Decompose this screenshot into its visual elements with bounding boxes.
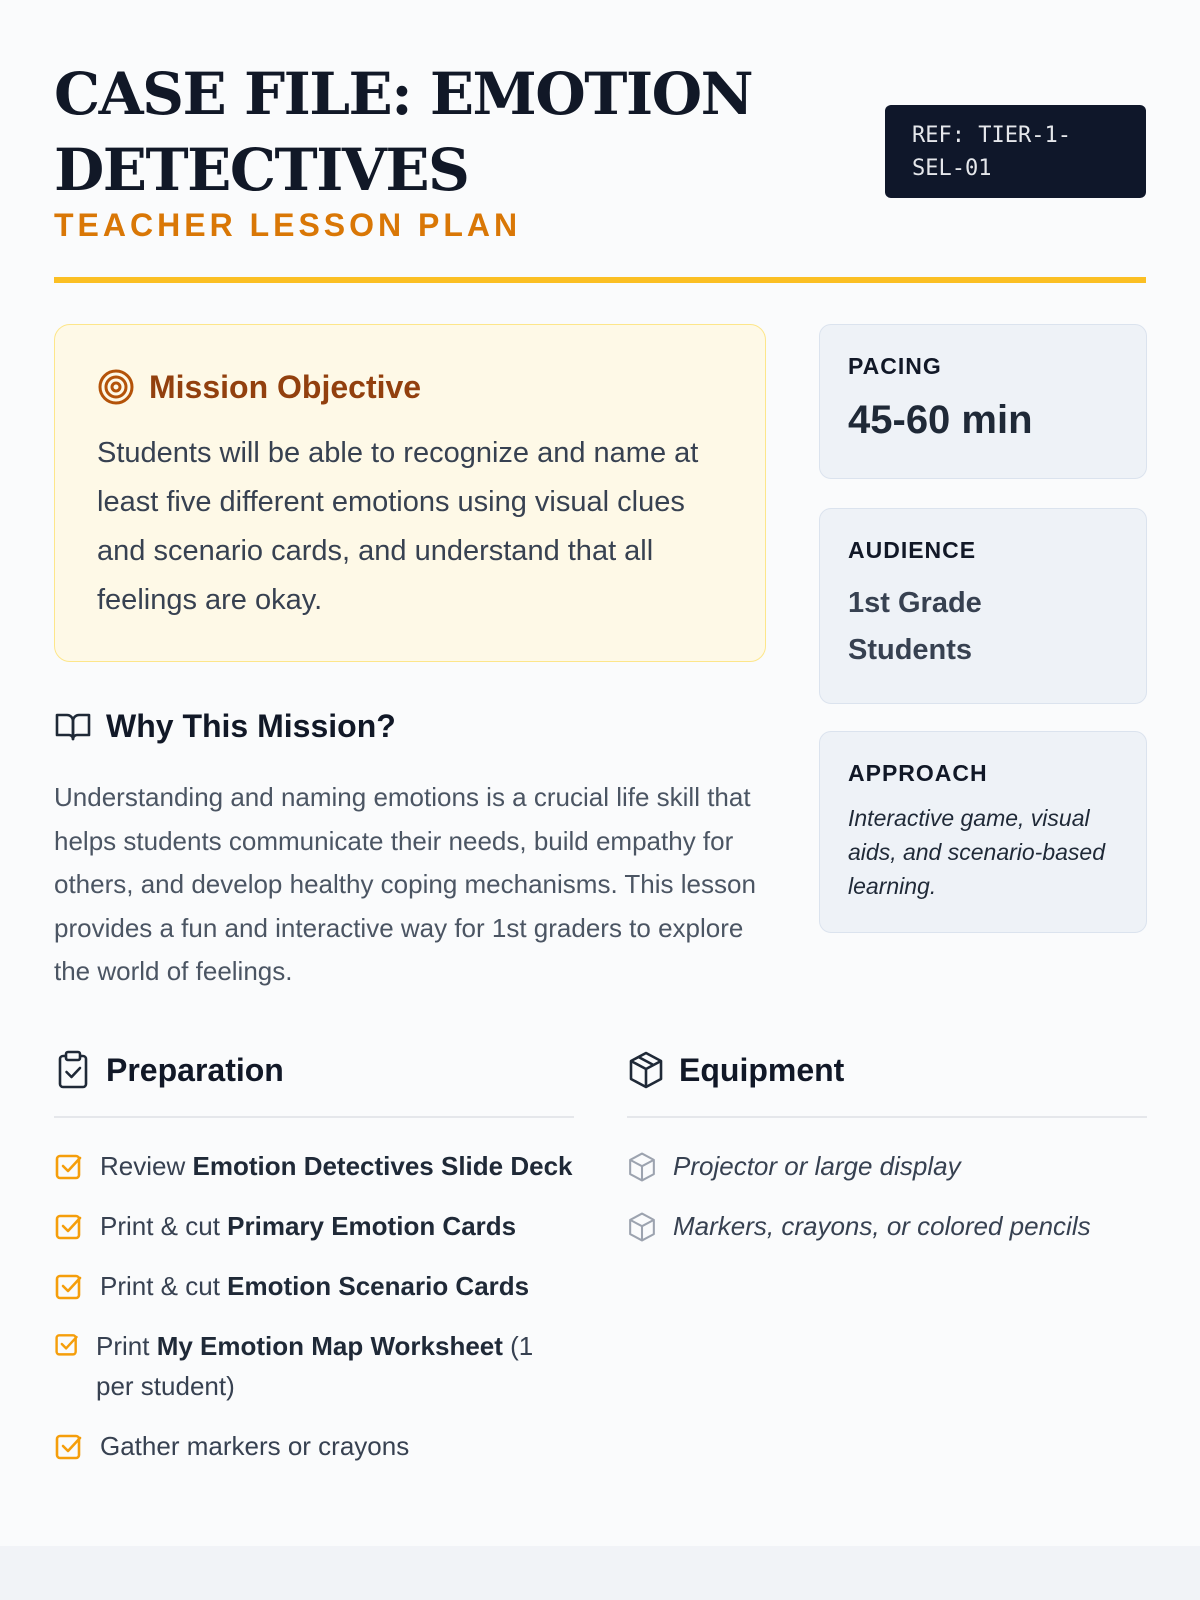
target-icon bbox=[97, 368, 135, 406]
preparation-list bbox=[54, 1146, 574, 1466]
clipboard-check-icon bbox=[54, 1050, 92, 1090]
checkbox-checked-icon bbox=[54, 1331, 80, 1357]
list-item: Print & cut Primary Emotion Cards bbox=[54, 1206, 574, 1246]
why-title: Why This Mission? bbox=[106, 707, 396, 744]
box-icon bbox=[627, 1211, 657, 1243]
approach-value: Interactive game, visual aids, and scenario-based learning. bbox=[848, 805, 1105, 899]
checkbox-checked-icon bbox=[54, 1431, 84, 1461]
equipment-divider bbox=[627, 1116, 1147, 1118]
preparation-title: Preparation bbox=[106, 1051, 284, 1088]
checkbox-checked-icon bbox=[54, 1271, 84, 1301]
page-subtitle: TEACHER LESSON PLAN bbox=[54, 207, 522, 243]
audience-card bbox=[819, 508, 1147, 704]
pacing-card bbox=[819, 324, 1147, 479]
list-item: Review Emotion Detectives Slide Deck bbox=[54, 1146, 574, 1186]
equipment-list bbox=[627, 1146, 1147, 1246]
header-divider bbox=[54, 277, 1146, 283]
mission-title: Mission Objective bbox=[149, 368, 422, 405]
why-section bbox=[54, 700, 766, 994]
list-item: Gather markers or crayons bbox=[54, 1426, 574, 1466]
checkbox-checked-icon bbox=[54, 1151, 84, 1181]
pacing-label: PACING bbox=[848, 353, 942, 379]
approach-card bbox=[819, 731, 1147, 933]
list-item: Projector or large display bbox=[627, 1146, 1147, 1186]
list-item: Markers, crayons, or colored pencils bbox=[627, 1206, 1147, 1246]
equipment-section bbox=[627, 1044, 1147, 1266]
audience-label: AUDIENCE bbox=[848, 537, 977, 563]
audience-value: 1st Grade Students bbox=[848, 587, 982, 666]
pacing-value: 45-60 min bbox=[848, 398, 1033, 442]
equipment-title: Equipment bbox=[679, 1051, 845, 1088]
list-item: Print My Emotion Map Worksheet (1 per student) bbox=[54, 1326, 574, 1406]
why-text: Understanding and naming emotions is a crucial life skill that helps students communicate their needs, build empathy for others, and develop healthy coping mechanisms. This lesson provides a fun and interactive way for 1st graders to explore the world of feelings. bbox=[54, 782, 756, 986]
approach-label: APPROACH bbox=[848, 760, 988, 786]
package-icon bbox=[627, 1050, 665, 1090]
checkbox-checked-icon bbox=[54, 1211, 84, 1241]
reference-badge: REF: TIER-1- SEL-01 bbox=[885, 105, 1146, 198]
mission-text: Students will be able to recognize and name at least five different emotions using visual clues and scenario cards, and understand that all feelings are okay. bbox=[97, 437, 699, 616]
list-item: Print & cut Emotion Scenario Cards bbox=[54, 1266, 574, 1306]
preparation-divider bbox=[54, 1116, 574, 1118]
header bbox=[54, 0, 1146, 285]
preparation-section bbox=[54, 1044, 574, 1486]
book-open-icon bbox=[54, 707, 92, 745]
page-title: CASE FILE: EMOTION DETECTIVES bbox=[54, 60, 753, 204]
mission-objective-box bbox=[54, 324, 766, 662]
box-icon bbox=[627, 1151, 657, 1183]
